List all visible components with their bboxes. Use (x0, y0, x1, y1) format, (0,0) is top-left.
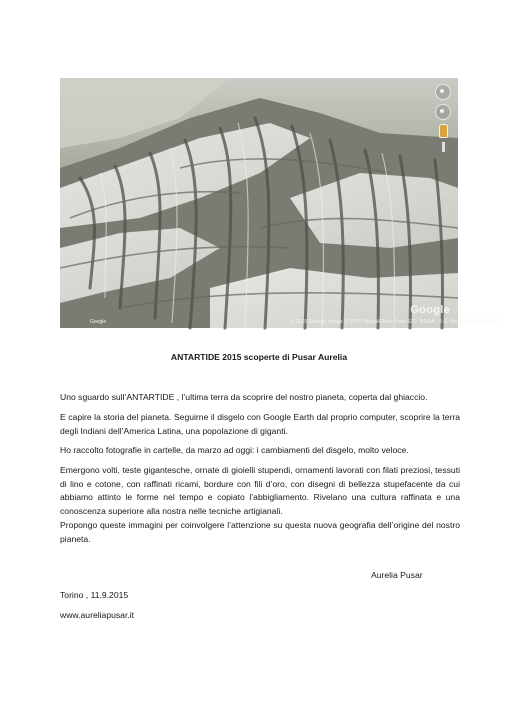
paragraph-4: Emergono volti, teste gigantesche, ornate di gioielli stupendi, ornamenti lavorati con filati preziosi, tessuti di lino e cotone, con raffinati ricami, bordure con fili d’oro, con disegni di bellezza stupefacente da cui abbiamo attinto le forme nel tempo e copiato l’abbigliamento. Rivelano una cultura raffinata e una conoscenza superiore alla nostra nelle tecniche artigianali. (60, 465, 460, 516)
image-credit: © 2015 Google Image © 2015 DigitalGlobe Data SIO, NOAA, U.S. Navy, NGA, GEBCO (290, 319, 499, 325)
compass-icon (435, 84, 451, 100)
place-date: Torino , 11.9.2015 (60, 590, 129, 600)
zoom-slider-icon (442, 142, 445, 152)
image-brand-watermark: Google (410, 304, 450, 316)
paragraph-2: E capire la storia del pianeta. Seguirne il disgelo con Google Earth dal proprio computer, scoprire la terra degli Indiani dell’America Latina, una popolazione di giganti. (60, 412, 460, 436)
map-navigation-controls (434, 84, 452, 152)
antarctica-satellite-image (60, 78, 499, 328)
paragraph-5: Propongo queste immagini per coinvolgere l’attenzione su questa nuova geografia dell’origine del nostro pianeta. (60, 520, 460, 544)
website-link[interactable]: www.aureliapusar.it (60, 610, 135, 620)
paragraph-3: Ho raccolto fotografie in cartelle, da marzo ad oggi: i cambiamenti del disgelo, molto veloce. (60, 445, 409, 455)
pan-control-icon (435, 104, 451, 120)
document-title: ANTARTIDE 2015 scoperte di Pusar Aurelia (170, 352, 348, 362)
paragraph-1: Uno sguardo sull’ANTARTIDE , l’ultima terra da scoprire del nostro pianeta, coperta dal ghiaccio. (60, 392, 428, 402)
author-signature: Aurelia Pusar (371, 570, 423, 580)
image-credit-left: Google (90, 319, 107, 325)
pegman-icon (439, 124, 448, 138)
mountain-terrain-graphic (60, 78, 458, 328)
